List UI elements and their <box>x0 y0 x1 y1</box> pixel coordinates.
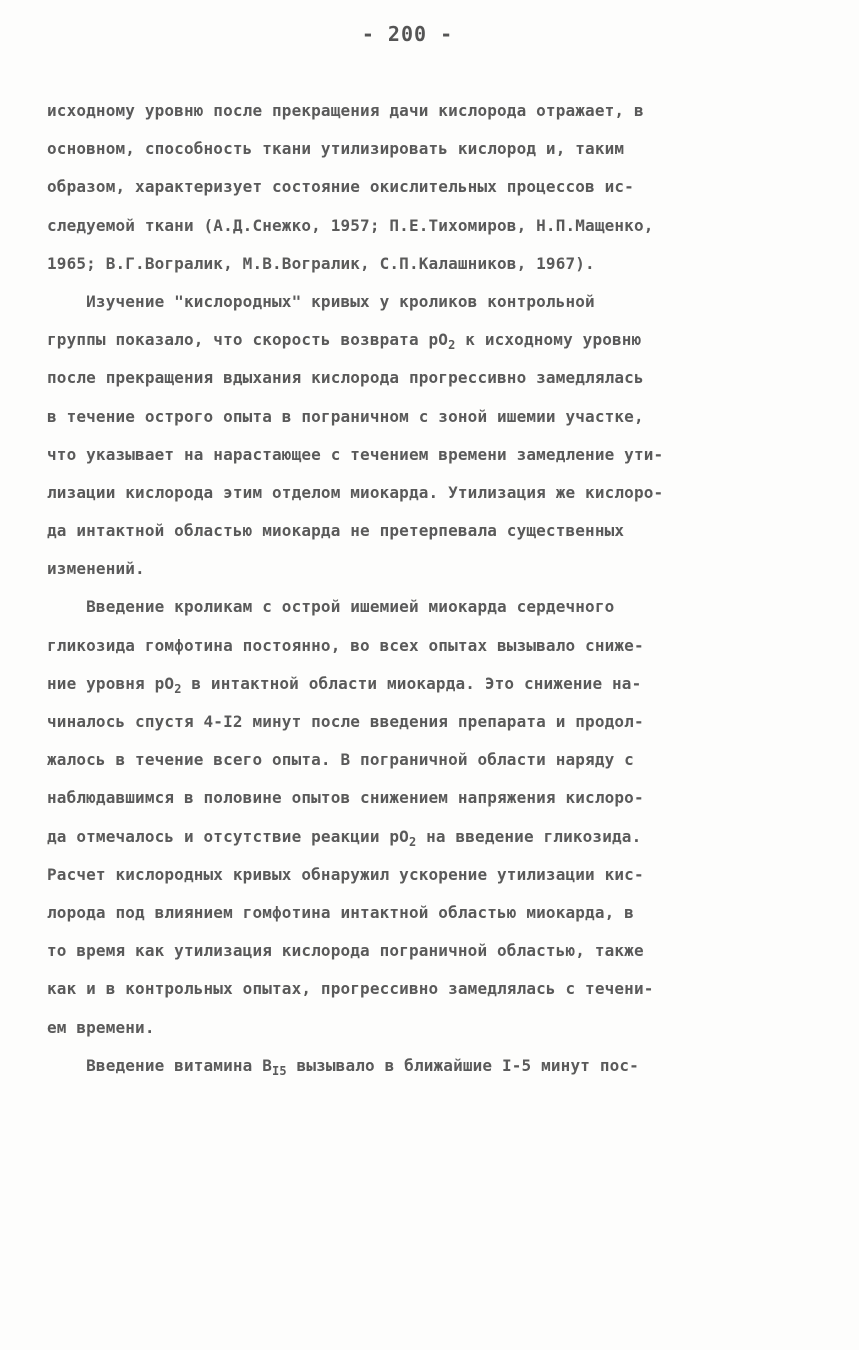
text-line: да интактной областью миокарда не претерпевала существенных <box>47 521 625 541</box>
text-line: то время как утилизация кислорода пограничной областью, также <box>47 941 644 961</box>
subscript: 2 <box>408 834 417 849</box>
text-line: группы показало, что скорость возврата $pO_2$ к исходному уровню <box>47 330 642 353</box>
text-line: чиналось спустя 4-I2 минут после введения препарата и продол- <box>47 712 644 731</box>
subscript: 2 <box>174 681 182 696</box>
text-line: Расчет кислородных кривых обнаружил ускорение утилизации кис- <box>47 864 644 884</box>
text-line: как и в контрольных опытах, прогрессивно замедлялась с течени- <box>47 979 654 999</box>
text-line: после прекращения вдыхания кислорода прогрессивно замедлялась <box>47 368 644 388</box>
text-line: что указывает на нарастающее с течением времени замедление ути- <box>47 444 664 464</box>
body-text <box>47 92 817 1085</box>
text-line: следуемой ткани (А.Д.Снежко, 1957; П.Е.Тихомиров, Н.П.Мащенко, <box>47 215 654 235</box>
text-line: 1965; В.Г.Вогралик, М.В.Вогралик, С.П.Калашников, 1967). <box>47 253 595 273</box>
text-line: гликозида гомфотина постоянно, во всех опытах вызывало сниже- <box>47 635 644 655</box>
paragraph-4 <box>47 1047 817 1085</box>
text-line: да отмечалось и отсутствие реакции $pO_2$ на введение гликозида. <box>47 826 642 849</box>
text-line: исходному уровню после прекращения дачи кислорода отражает, в <box>47 101 644 120</box>
text-line: ем времени. <box>47 1017 155 1037</box>
text-line: основном, способность ткани утилизировать кислород и, таким <box>47 139 625 159</box>
text-line: жалось в течение всего опыта. В пограничной области наряду с <box>47 750 634 770</box>
paragraph-1 <box>47 92 817 283</box>
text-line: лорода под влиянием гомфотина интактной областью миокарда, в <box>47 902 634 922</box>
page-number: - 200 - <box>361 22 454 46</box>
text-line: Изучение "кислородных" кривых у кроликов контрольной <box>47 291 595 311</box>
text-line: изменений. <box>47 559 145 579</box>
text-line: ние уровня $pO_2$ в интактной области миокарда. Это снижение на- <box>47 673 642 696</box>
text-line: в течение острого опыта в пограничном с зоной ишемии участке, <box>47 406 644 426</box>
text-line: лизации кислорода этим отделом миокарда. Утилизация же кислоро- <box>47 482 664 502</box>
subscript: 2 <box>448 338 456 353</box>
subscript: I5 <box>272 1063 287 1078</box>
text-line: Введение витамина $B_{I5}$ вызывало в ближайшие I-5 минут пос- <box>47 1055 639 1078</box>
paragraph-3 <box>47 588 817 1046</box>
text-line: образом, характеризует состояние окислительных процессов ис- <box>47 177 634 197</box>
text-line: наблюдавшимся в половине опытов снижением напряжения кислоро- <box>47 788 644 808</box>
paragraph-2 <box>47 283 817 589</box>
text-line: Введение кроликам с острой ишемией миокарда сердечного <box>47 597 615 617</box>
